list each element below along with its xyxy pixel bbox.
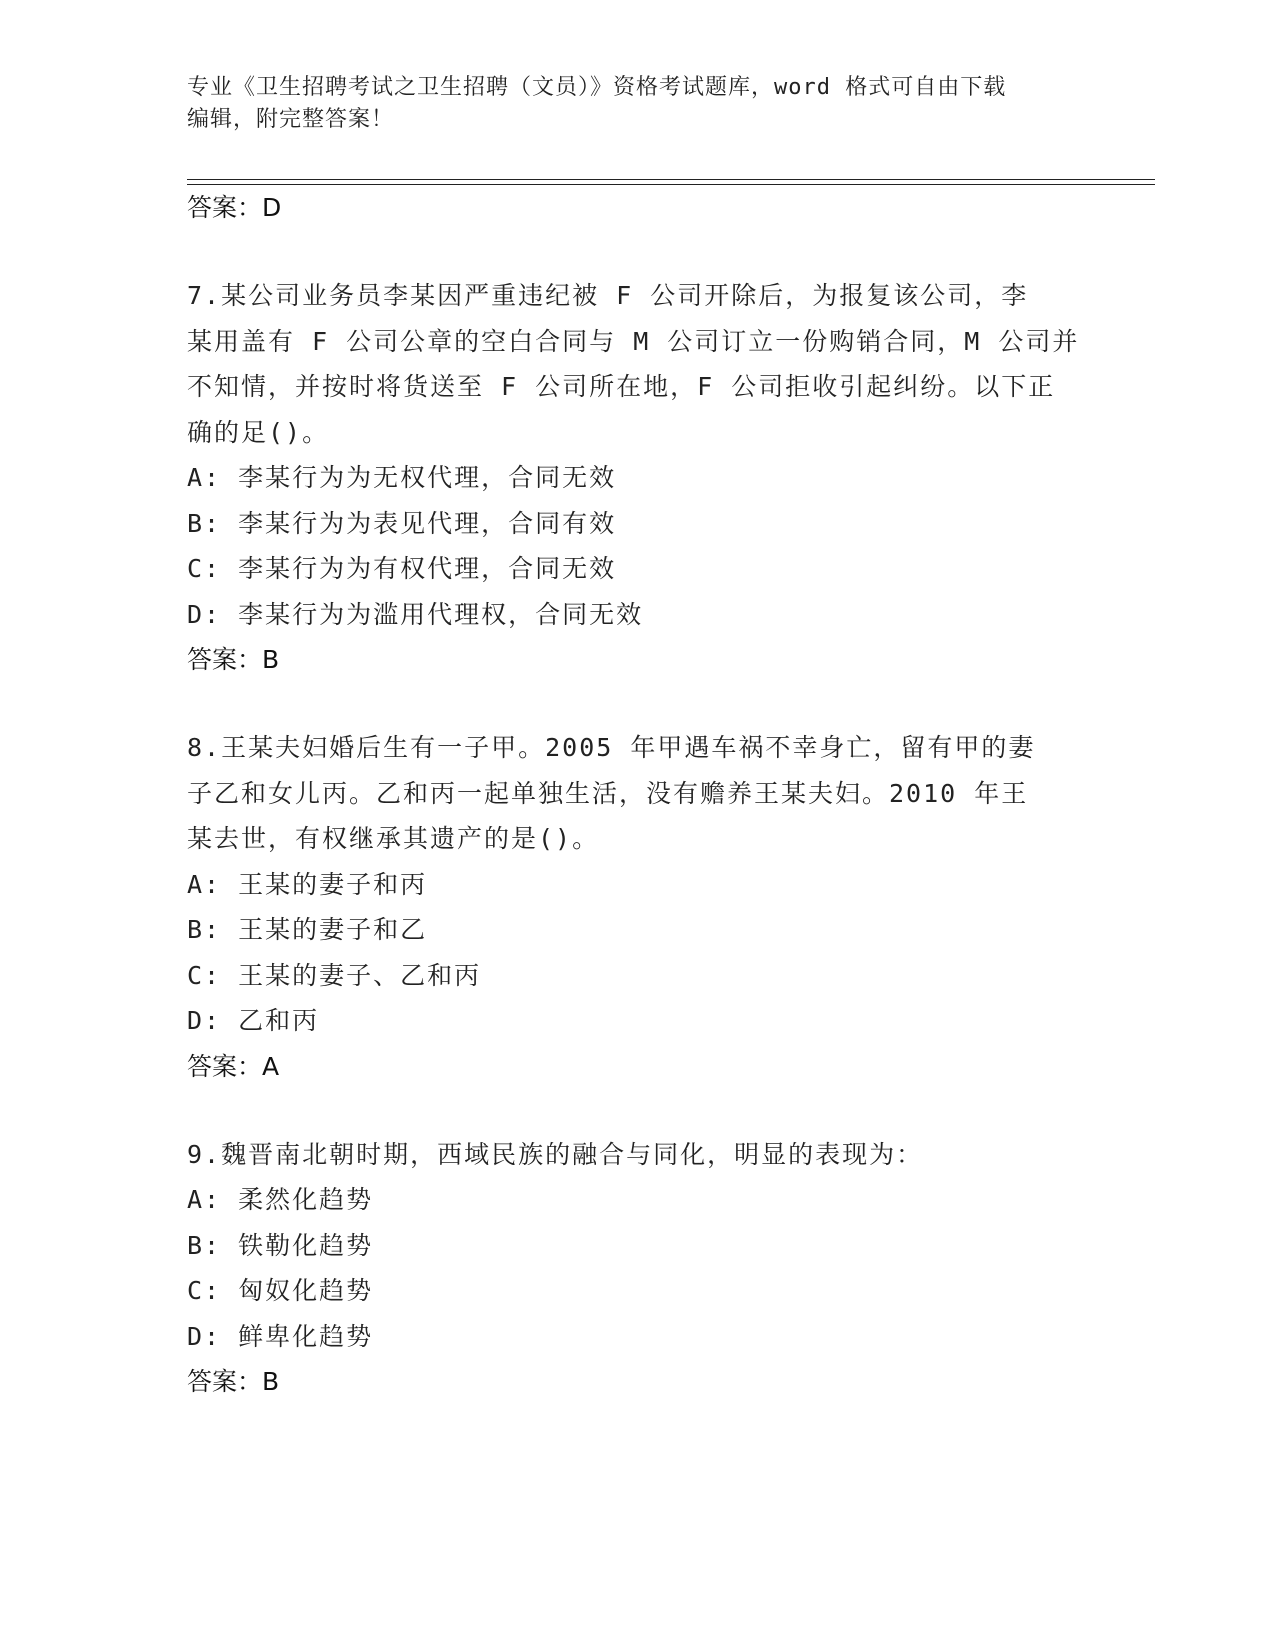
question-7-line: 某用盖有 F 公司公章的空白合同与 M 公司订立一份购销合同，M 公司并 xyxy=(187,326,1080,356)
question-8-option-a: A: 王某的妻子和丙 xyxy=(187,869,428,899)
question-8-line: 子乙和女儿丙。乙和丙一起单独生活，没有赡养王某夫妇。2010 年王 xyxy=(187,778,1029,808)
answer-previous: 答案：D xyxy=(187,193,282,222)
question-8-line: 某去世，有权继承其遗产的是()。 xyxy=(187,824,600,853)
question-9-answer: 答案：B xyxy=(187,1367,280,1396)
page-header xyxy=(187,72,1087,136)
question-7-stem xyxy=(187,273,1087,455)
question-8-option-d: D: 乙和丙 xyxy=(187,1006,320,1035)
question-9-stem xyxy=(187,1132,1087,1178)
question-8-option-b: B: 王某的妻子和乙 xyxy=(187,915,428,944)
question-9-option-d: D: 鲜卑化趋势 xyxy=(187,1321,374,1351)
question-list xyxy=(187,185,1087,1404)
spacer xyxy=(187,230,1087,273)
question-7-line: 确的足()。 xyxy=(187,417,330,447)
header-text-line-2: 编辑，附完整答案！ xyxy=(187,107,395,132)
question-7-option-d: D: 李某行为为滥用代理权，合同无效 xyxy=(187,599,644,629)
question-7-option-c: C: 李某行为为有权代理，合同无效 xyxy=(187,554,617,583)
question-8-option-c: C: 王某的妻子、乙和丙 xyxy=(187,960,482,990)
question-9-option-c: C: 匈奴化趋势 xyxy=(187,1276,374,1305)
question-7-line: 7.某公司业务员李某因严重违纪被 F 公司开除后，为报复该公司，李 xyxy=(187,281,1029,310)
question-7-answer: 答案：B xyxy=(187,645,280,674)
question-7-option-a: A: 李某行为为无权代理，合同无效 xyxy=(187,463,617,492)
question-9-option-b: B: 铁勒化趋势 xyxy=(187,1230,374,1260)
spacer xyxy=(187,1089,1087,1132)
question-8-answer: 答案：A xyxy=(187,1051,280,1081)
header-rule-top xyxy=(187,179,1155,180)
question-8-line: 8.王某夫妇婚后生有一子甲。2005 年甲遇车祸不幸身亡，留有甲的妻 xyxy=(187,733,1036,762)
spacer xyxy=(187,682,1087,725)
question-7-option-b: B: 李某行为为表见代理，合同有效 xyxy=(187,508,617,538)
question-7-line: 不知情，并按时将货送至 F 公司所在地，F 公司拒收引起纠纷。以下正 xyxy=(187,372,1056,401)
question-9-option-a: A: 柔然化趋势 xyxy=(187,1185,374,1214)
question-8-stem xyxy=(187,725,1087,862)
header-text-line-1: 专业《卫生招聘考试之卫生招聘（文员）》资格考试题库，word 格式可自由下载 xyxy=(187,75,1007,100)
question-9-line: 9.魏晋南北朝时期，西域民族的融合与同化，明显的表现为： xyxy=(187,1139,924,1169)
